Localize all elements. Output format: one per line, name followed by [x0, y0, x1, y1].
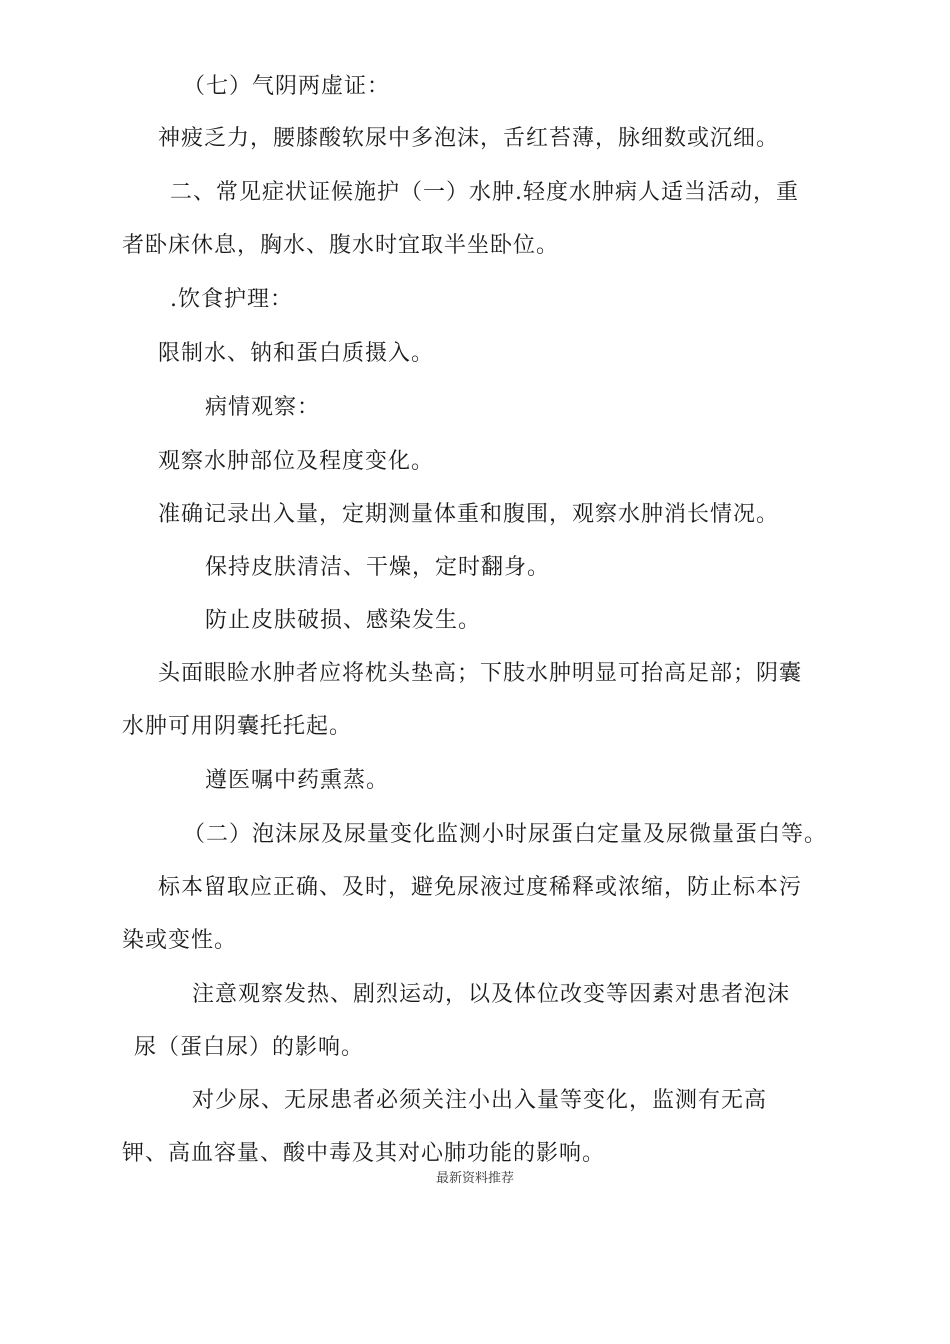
paragraph-specimen: 标本留取应正确、及时，避免尿液过度稀释或浓缩，防止标本污: [158, 875, 803, 900]
paragraph-specimen-cont: 染或变性。: [122, 928, 238, 953]
subheading-diet-care: .饮食护理：: [170, 287, 293, 312]
paragraph-oliguria-cont: 钾、高血容量、酸中毒及其对心肺功能的影响。: [122, 1141, 606, 1166]
paragraph-prevent-damage: 防止皮肤破损、感染发生。: [205, 608, 482, 633]
paragraph-herbal-steam: 遵医嘱中药熏蒸。: [205, 768, 390, 793]
subheading-observation: 病情观察：: [205, 395, 321, 420]
paragraph-scrotal-support: 水肿可用阴囊托托起。: [122, 714, 353, 739]
page-footer: 最新资料推荐: [435, 1171, 514, 1186]
paragraph-bed-rest: 者卧床休息，胸水、腹水时宜取半坐卧位。: [122, 233, 560, 258]
section-heading-qi-yin-deficiency: （七）气阴两虚证：: [183, 74, 391, 99]
section-heading-foamy-urine: （二）泡沫尿及尿量变化监测小时尿蛋白定量及尿微量蛋白等。: [183, 822, 828, 847]
paragraph-record-intake: 准确记录出入量，定期测量体重和腹围，观察水肿消长情况。: [158, 502, 780, 527]
paragraph-symptoms: 神疲乏力，腰膝酸软尿中多泡沫，舌红苔薄，脉细数或沉细。: [158, 126, 780, 151]
section-heading-common-symptoms: 二、常见症状证候施护（一）水肿.轻度水肿病人适当活动，重: [170, 180, 799, 205]
paragraph-watch-factors-cont: 尿（蛋白尿）的影响。: [134, 1035, 365, 1060]
paragraph-diet-limits: 限制水、钠和蛋白质摄入。: [158, 341, 435, 366]
paragraph-elevate: 头面眼睑水肿者应将枕头垫高；下肢水肿明显可抬高足部；阴囊: [158, 661, 803, 686]
paragraph-watch-factors: 注意观察发热、剧烈运动，以及体位改变等因素对患者泡沫: [192, 982, 791, 1007]
paragraph-oliguria: 对少尿、无尿患者必须关注小出入量等变化，监测有无高: [192, 1088, 768, 1113]
paragraph-observe-edema: 观察水肿部位及程度变化。: [158, 449, 435, 474]
paragraph-skin-clean: 保持皮肤清洁、干燥，定时翻身。: [205, 555, 551, 580]
